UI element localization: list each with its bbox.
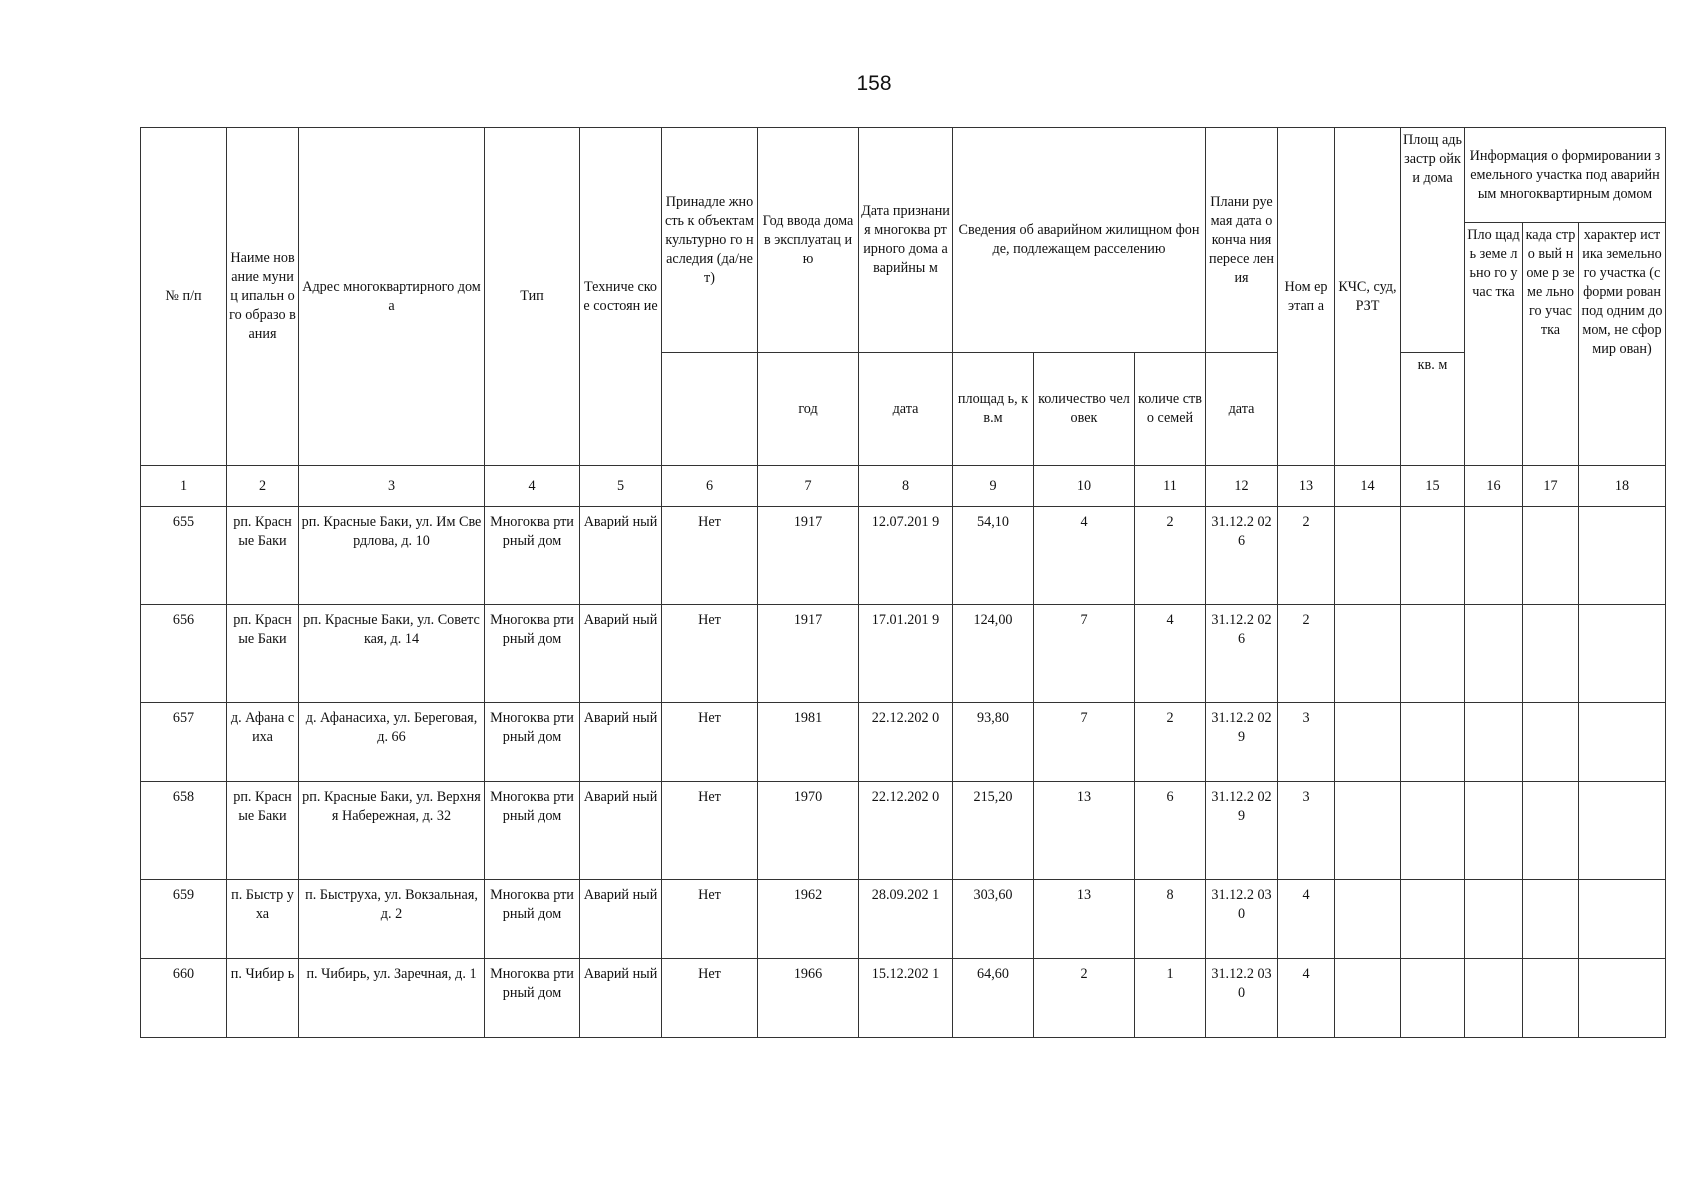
- cell-year: 1917: [758, 605, 859, 703]
- cell-land-area: [1465, 880, 1523, 959]
- cell-heritage: Нет: [662, 782, 758, 880]
- cell-municipality: п. Быстр уха: [227, 880, 299, 959]
- header-stage: Ном ер этап а: [1278, 128, 1335, 466]
- cell-heritage: Нет: [662, 605, 758, 703]
- cell-land-characteristic: [1579, 703, 1666, 782]
- cell-cadastral: [1523, 880, 1579, 959]
- column-number: 7: [758, 466, 859, 507]
- cell-cadastral: [1523, 782, 1579, 880]
- column-number: 8: [859, 466, 953, 507]
- cell-date-recognized: 22.12.202 0: [859, 703, 953, 782]
- header-land-characteristic: характер истика земельно го участка (сформи рован под одним домом, не сформир ован): [1579, 223, 1666, 466]
- cell-land-characteristic: [1579, 605, 1666, 703]
- cell-condition: Аварий ный: [580, 782, 662, 880]
- cell-kchs: [1335, 507, 1401, 605]
- cell-cadastral: [1523, 605, 1579, 703]
- cell-build-area: [1401, 605, 1465, 703]
- cell-families: 1: [1135, 959, 1206, 1038]
- column-numbers-row: [141, 466, 1666, 507]
- cell-condition: Аварий ный: [580, 959, 662, 1038]
- cell-stage: 2: [1278, 605, 1335, 703]
- header-condition: Техниче ское состоян ие: [580, 128, 662, 466]
- header-year: Год ввода дома в эксплуатац ию: [758, 128, 859, 353]
- cell-kchs: [1335, 703, 1401, 782]
- header-heritage-blank: [662, 353, 758, 466]
- column-number: 12: [1206, 466, 1278, 507]
- column-number: 14: [1335, 466, 1401, 507]
- cell-area: 124,00: [953, 605, 1034, 703]
- cell-stage: 3: [1278, 782, 1335, 880]
- cell-kchs: [1335, 782, 1401, 880]
- cell-planned-date: 31.12.2 026: [1206, 507, 1278, 605]
- cell-address: п. Быструха, ул. Вокзальная, д. 2: [299, 880, 485, 959]
- cell-families: 2: [1135, 507, 1206, 605]
- cell-kchs: [1335, 605, 1401, 703]
- header-type: Тип: [485, 128, 580, 466]
- cell-year: 1970: [758, 782, 859, 880]
- cell-year: 1981: [758, 703, 859, 782]
- cell-type: Многоква ртирный дом: [485, 605, 580, 703]
- header-unit-year: год: [758, 353, 859, 466]
- cell-planned-date: 31.12.2 026: [1206, 605, 1278, 703]
- header-unit-people: количество человек: [1034, 353, 1135, 466]
- cell-land-characteristic: [1579, 880, 1666, 959]
- cell-build-area: [1401, 880, 1465, 959]
- header-municipality: Наиме нование муниц ипальн ого образо вания: [227, 128, 299, 466]
- cell-date-recognized: 28.09.202 1: [859, 880, 953, 959]
- cell-date-recognized: 17.01.201 9: [859, 605, 953, 703]
- cell-date-recognized: 12.07.201 9: [859, 507, 953, 605]
- column-number: 11: [1135, 466, 1206, 507]
- header-date-recognized: Дата признани я многоква ртирного дома аварийны м: [859, 128, 953, 353]
- cell-planned-date: 31.12.2 029: [1206, 703, 1278, 782]
- cell-families: 8: [1135, 880, 1206, 959]
- page-number: 158: [856, 72, 892, 95]
- cell-build-area: [1401, 959, 1465, 1038]
- cell-number: 659: [141, 880, 227, 959]
- column-number: 4: [485, 466, 580, 507]
- cell-area: 303,60: [953, 880, 1034, 959]
- cell-build-area: [1401, 703, 1465, 782]
- column-number: 16: [1465, 466, 1523, 507]
- cell-families: 6: [1135, 782, 1206, 880]
- cell-year: 1966: [758, 959, 859, 1038]
- cell-condition: Аварий ный: [580, 507, 662, 605]
- cell-address: п. Чибирь, ул. Заречная, д. 1: [299, 959, 485, 1038]
- cell-planned-date: 31.12.2 029: [1206, 782, 1278, 880]
- cell-area: 64,60: [953, 959, 1034, 1038]
- cell-date-recognized: 15.12.202 1: [859, 959, 953, 1038]
- cell-condition: Аварий ный: [580, 880, 662, 959]
- cell-type: Многоква ртирный дом: [485, 959, 580, 1038]
- column-number: 15: [1401, 466, 1465, 507]
- column-number: 17: [1523, 466, 1579, 507]
- cell-address: рп. Красные Баки, ул. Советская, д. 14: [299, 605, 485, 703]
- cell-type: Многоква ртирный дом: [485, 782, 580, 880]
- cell-condition: Аварий ный: [580, 703, 662, 782]
- cell-stage: 4: [1278, 880, 1335, 959]
- cell-stage: 2: [1278, 507, 1335, 605]
- header-land-info: Информация о формировании земельного участка под аварийным многоквартирным домом: [1465, 128, 1666, 223]
- cell-people: 2: [1034, 959, 1135, 1038]
- column-number: 6: [662, 466, 758, 507]
- cell-year: 1917: [758, 507, 859, 605]
- cell-municipality: рп. Красн ые Баки: [227, 782, 299, 880]
- cell-people: 4: [1034, 507, 1135, 605]
- header-planned-date: Плани руемая дата оконча ния пересе ления: [1206, 128, 1278, 353]
- cell-stage: 4: [1278, 959, 1335, 1038]
- cell-stage: 3: [1278, 703, 1335, 782]
- column-number: 13: [1278, 466, 1335, 507]
- table-body: [141, 466, 1666, 1038]
- cell-municipality: рп. Красн ые Баки: [227, 605, 299, 703]
- header-row-number: № п/п: [141, 128, 227, 466]
- cell-people: 13: [1034, 782, 1135, 880]
- column-number: 2: [227, 466, 299, 507]
- cell-area: 54,10: [953, 507, 1034, 605]
- cell-land-area: [1465, 703, 1523, 782]
- cell-people: 7: [1034, 605, 1135, 703]
- housing-registry-table: [140, 127, 1666, 1038]
- cell-area: 93,80: [953, 703, 1034, 782]
- cell-land-area: [1465, 605, 1523, 703]
- cell-land-characteristic: [1579, 782, 1666, 880]
- cell-number: 660: [141, 959, 227, 1038]
- cell-heritage: Нет: [662, 703, 758, 782]
- cell-land-characteristic: [1579, 959, 1666, 1038]
- cell-number: 656: [141, 605, 227, 703]
- header-unit-families: количе ство семей: [1135, 353, 1206, 466]
- table-header: [141, 128, 1666, 466]
- cell-cadastral: [1523, 507, 1579, 605]
- cell-date-recognized: 22.12.202 0: [859, 782, 953, 880]
- cell-area: 215,20: [953, 782, 1034, 880]
- header-address: Адрес многоквартирного дома: [299, 128, 485, 466]
- header-land-area: Пло щадь земе льно го учас тка: [1465, 223, 1523, 466]
- cell-municipality: рп. Красн ые Баки: [227, 507, 299, 605]
- cell-number: 657: [141, 703, 227, 782]
- cell-people: 13: [1034, 880, 1135, 959]
- header-heritage: Принадле жность к объектам культурно го наследия (да/нет): [662, 128, 758, 353]
- cell-families: 2: [1135, 703, 1206, 782]
- table-row: [141, 703, 1666, 782]
- header-kchs: КЧС, суд, РЗТ: [1335, 128, 1401, 466]
- cell-planned-date: 31.12.2 030: [1206, 880, 1278, 959]
- cell-planned-date: 31.12.2 030: [1206, 959, 1278, 1038]
- cell-build-area: [1401, 507, 1465, 605]
- cell-type: Многоква ртирный дом: [485, 703, 580, 782]
- cell-heritage: Нет: [662, 507, 758, 605]
- table-row: [141, 507, 1666, 605]
- table-row: [141, 782, 1666, 880]
- cell-cadastral: [1523, 959, 1579, 1038]
- cell-type: Многоква ртирный дом: [485, 507, 580, 605]
- table-row: [141, 880, 1666, 959]
- cell-land-area: [1465, 507, 1523, 605]
- cell-heritage: Нет: [662, 880, 758, 959]
- cell-kchs: [1335, 880, 1401, 959]
- header-build-area: Площ адь застр ойки дома: [1401, 128, 1465, 353]
- table-row: [141, 605, 1666, 703]
- header-emergency-info: Сведения об аварийном жилищном фонде, подлежащем расселению: [953, 128, 1206, 353]
- cell-families: 4: [1135, 605, 1206, 703]
- cell-people: 7: [1034, 703, 1135, 782]
- column-number: 18: [1579, 466, 1666, 507]
- cell-build-area: [1401, 782, 1465, 880]
- cell-address: д. Афанасиха, ул. Береговая, д. 66: [299, 703, 485, 782]
- cell-land-area: [1465, 782, 1523, 880]
- column-number: 9: [953, 466, 1034, 507]
- cell-heritage: Нет: [662, 959, 758, 1038]
- column-number: 5: [580, 466, 662, 507]
- cell-municipality: д. Афана сиха: [227, 703, 299, 782]
- header-unit-build-area: кв. м: [1401, 353, 1465, 466]
- column-number: 1: [141, 466, 227, 507]
- column-number: 3: [299, 466, 485, 507]
- cell-address: рп. Красные Баки, ул. Верхняя Набережная, д. 32: [299, 782, 485, 880]
- cell-municipality: п. Чибир ь: [227, 959, 299, 1038]
- header-unit-date: дата: [859, 353, 953, 466]
- table-row: [141, 959, 1666, 1038]
- cell-land-characteristic: [1579, 507, 1666, 605]
- cell-kchs: [1335, 959, 1401, 1038]
- cell-condition: Аварий ный: [580, 605, 662, 703]
- cell-cadastral: [1523, 703, 1579, 782]
- cell-land-area: [1465, 959, 1523, 1038]
- cell-number: 655: [141, 507, 227, 605]
- column-number: 10: [1034, 466, 1135, 507]
- header-unit-area: площад ь, кв.м: [953, 353, 1034, 466]
- header-cadastral: када стро вый номе р земе льно го учас тка: [1523, 223, 1579, 466]
- cell-type: Многоква ртирный дом: [485, 880, 580, 959]
- header-unit-planned-date: дата: [1206, 353, 1278, 466]
- cell-address: рп. Красные Баки, ул. Им Свердлова, д. 10: [299, 507, 485, 605]
- cell-year: 1962: [758, 880, 859, 959]
- cell-number: 658: [141, 782, 227, 880]
